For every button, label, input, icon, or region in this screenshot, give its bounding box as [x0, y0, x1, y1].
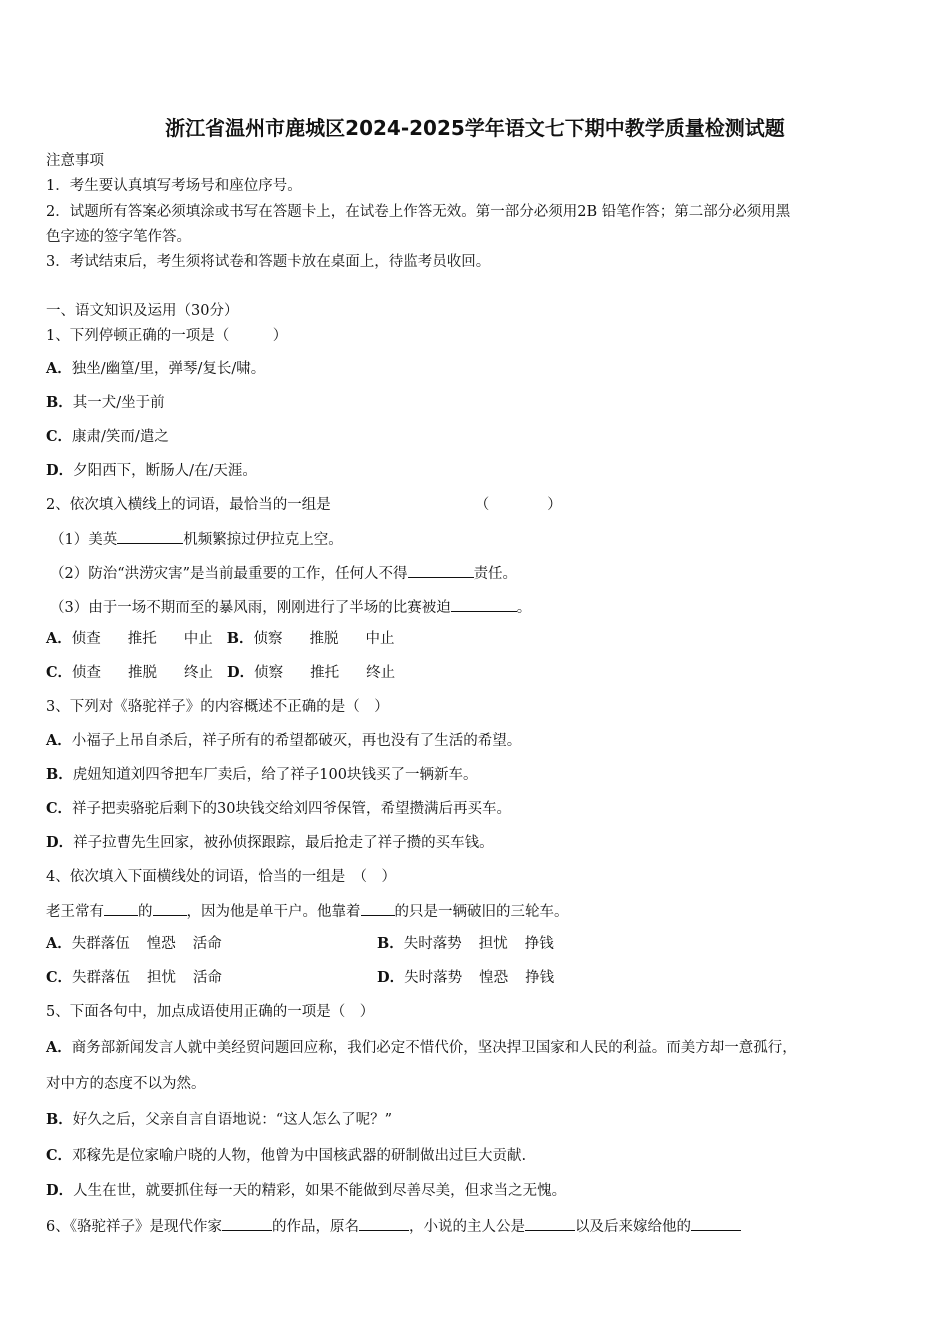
notice-item-2: 2．试题所有答案必须填涂或书写在答题卡上，在试卷上作答无效。第一部分必须用2B 铅笔作答；第二部分必须用黑 [46, 204, 791, 220]
option-text: 小福子上吊自杀后，祥子所有的希望都破灭，再也没有了生活的希望。 [71, 733, 522, 749]
option-word: 推托 [310, 665, 340, 681]
q2-s2-suffix: 责任。 [473, 566, 518, 582]
q3-option-a [46, 731, 521, 751]
option-word: 担忧 [147, 970, 177, 986]
q5-option-b [46, 1110, 392, 1130]
q5-stem: 5、下面各句中，加点成语使用正确的一项是（ ） [46, 1004, 375, 1020]
option-word: 终止 [366, 665, 396, 681]
option-label: C． [46, 969, 73, 986]
option-word: 侦察 [254, 665, 284, 681]
option-text: 祥子拉曹先生回家，被孙侦探跟踪，最后抢走了祥子攒的买车钱。 [73, 835, 494, 851]
option-label: C． [46, 664, 73, 681]
option-word: 终止 [184, 665, 214, 681]
q2-s3-suffix: 。 [516, 600, 532, 616]
q2-s3-prefix: （3）由于一场不期而至的暴风雨，刚刚进行了半场的比赛被迫 [50, 600, 451, 616]
option-label: A． [46, 732, 72, 749]
q4-stem: 4、依次填入下面横线处的词语，恰当的一组是 （ ） [46, 869, 396, 885]
option-text: 好久之后，父亲自言自语地说：“这人怎么了呢？” [72, 1112, 393, 1128]
q4-option-c [46, 968, 222, 988]
option-word: 中止 [365, 631, 395, 647]
answer-blank [222, 1216, 272, 1231]
q2-row-ab [46, 629, 395, 649]
option-word: 活命 [193, 970, 223, 986]
option-label: B． [46, 394, 73, 411]
q2-stem [46, 495, 562, 515]
notice-heading: 注意事项 [46, 153, 104, 169]
option-text: 其一犬/坐于前 [72, 395, 165, 411]
option-word: 担忧 [478, 936, 508, 952]
q2-stem-text: 2、依次填入横线上的词语，最恰当的一组是 [46, 497, 331, 513]
option-label: C． [46, 428, 73, 445]
option-word: 侦察 [253, 631, 283, 647]
option-word: 中止 [183, 631, 213, 647]
notice-item-2-cont: 色字迹的签字笔作答。 [46, 229, 191, 245]
option-label: C． [46, 1147, 73, 1164]
option-text: 人生在世，就要抓住每一天的精彩，如果不能做到尽善尽美，但求当之无愧。 [73, 1183, 567, 1199]
option-word: 推托 [127, 631, 157, 647]
option-label: A． [46, 935, 72, 952]
q6-text: 以及后来嫁给他的 [574, 1219, 691, 1235]
option-label: D． [377, 969, 405, 986]
q4-option-a [46, 934, 222, 954]
option-text: 康肃/笑而/遣之 [72, 429, 169, 445]
q4-option-b [377, 934, 554, 954]
q4-option-d [377, 968, 554, 988]
option-label: B． [46, 1111, 73, 1128]
q5-option-a-cont: 对中方的态度不以为然。 [46, 1076, 206, 1092]
option-label: B． [46, 766, 73, 783]
notice-item-1: 1．考生要认真填写考场号和座位序号。 [46, 178, 302, 194]
option-word: 推脱 [128, 665, 158, 681]
option-label: D． [227, 664, 255, 681]
option-word: 挣钱 [525, 970, 555, 986]
option-word: 侦查 [71, 631, 101, 647]
q4-sentence [46, 901, 569, 922]
option-label: B． [377, 935, 404, 952]
option-word: 推脱 [309, 631, 339, 647]
q2-sentence-2 [50, 563, 517, 584]
option-word: 失群落伍 [71, 936, 130, 952]
q3-stem: 3、下列对《骆驼祥子》的内容概述不正确的是（ ） [46, 699, 389, 715]
answer-blank [361, 901, 395, 916]
q2-row-cd [46, 663, 395, 683]
option-label: A． [46, 360, 72, 377]
option-label: B． [226, 630, 254, 647]
option-word: 失群落伍 [72, 970, 131, 986]
option-word: 挣钱 [524, 936, 554, 952]
answer-blank [451, 597, 517, 612]
notice-item-3: 3．考试结束后，考生须将试卷和答题卡放在桌面上，待监考员收回。 [46, 254, 491, 270]
q5-option-d [46, 1181, 566, 1201]
option-word: 惶恐 [479, 970, 509, 986]
option-text: 虎妞知道刘四爷把车厂卖后，给了祥子100块钱买了一辆新车。 [72, 767, 478, 783]
option-text: 商务部新闻发言人就中美经贸问题回应称，我们必定不惜代价，坚决捍卫国家和人民的利益。而美方却一意孤行， [71, 1040, 797, 1056]
option-label: A． [46, 1039, 72, 1056]
answer-blank [525, 1216, 575, 1231]
q2-s1-prefix: （1）美英 [50, 532, 118, 548]
answer-blank [359, 1216, 409, 1231]
q3-option-d [46, 833, 494, 853]
q6-text: ，小说的主人公是 [408, 1219, 525, 1235]
answer-blank [408, 563, 474, 578]
q2-s1-suffix: 机频繁掠过伊拉克上空。 [183, 532, 343, 548]
option-word: 侦查 [72, 665, 102, 681]
q1-option-a [46, 359, 265, 379]
option-word: 失时落势 [404, 970, 463, 986]
page-title: 浙江省温州市鹿城区2024-2025学年语文七下期中教学质量检测试题 [165, 116, 785, 140]
q1-option-c [46, 427, 169, 447]
q6-stem [46, 1216, 741, 1237]
q2-sentence-1 [50, 529, 343, 550]
option-label: A． [46, 630, 72, 647]
q3-option-c [46, 799, 511, 819]
option-word: 活命 [192, 936, 222, 952]
q4-text: 的只是一辆破旧的三轮车。 [394, 904, 569, 920]
option-text: 邓稼先是位家喻户晓的人物，他曾为中国核武器的研制做出过巨大贡献. [72, 1148, 527, 1164]
option-label: D． [46, 462, 74, 479]
option-label: D． [46, 1182, 74, 1199]
q5-option-c [46, 1146, 526, 1166]
section-heading: 一、语文知识及运用（30分） [46, 303, 239, 319]
q4-text: 老王常有 [46, 904, 104, 920]
q2-sentence-3 [50, 597, 531, 618]
option-label: C． [46, 800, 73, 817]
q1-option-d [46, 461, 257, 481]
option-label: D． [46, 834, 74, 851]
answer-blank [691, 1216, 741, 1231]
option-text: 独坐/幽篁/里，弹琴/复长/啸。 [71, 361, 266, 377]
q1-option-b [46, 393, 165, 413]
answer-blank [117, 529, 183, 544]
q2-s2-prefix: （2）防治“洪涝灾害”是当前最重要的工作，任何人不得 [50, 566, 408, 582]
option-text: 祥子把卖骆驼后剩下的30块钱交给刘四爷保管，希望攒满后再买车。 [72, 801, 511, 817]
option-word: 失时落势 [403, 936, 462, 952]
option-word: 惶恐 [146, 936, 176, 952]
q4-text: ，因为他是单干户。他靠着 [186, 904, 361, 920]
q2-answer-paren: （ ） [474, 497, 562, 513]
option-text: 夕阳西下，断肠人/在/天涯。 [73, 463, 257, 479]
q1-stem: 1、下列停顿正确的一项是（ ） [46, 328, 288, 344]
answer-blank [153, 901, 187, 916]
q4-text: 的 [138, 904, 153, 920]
q5-option-a [46, 1038, 797, 1058]
q3-option-b [46, 765, 477, 785]
answer-blank [104, 901, 138, 916]
q6-text: 6、《骆驼祥子》是现代作家 [46, 1219, 222, 1235]
q6-text: 的作品，原名 [271, 1219, 359, 1235]
